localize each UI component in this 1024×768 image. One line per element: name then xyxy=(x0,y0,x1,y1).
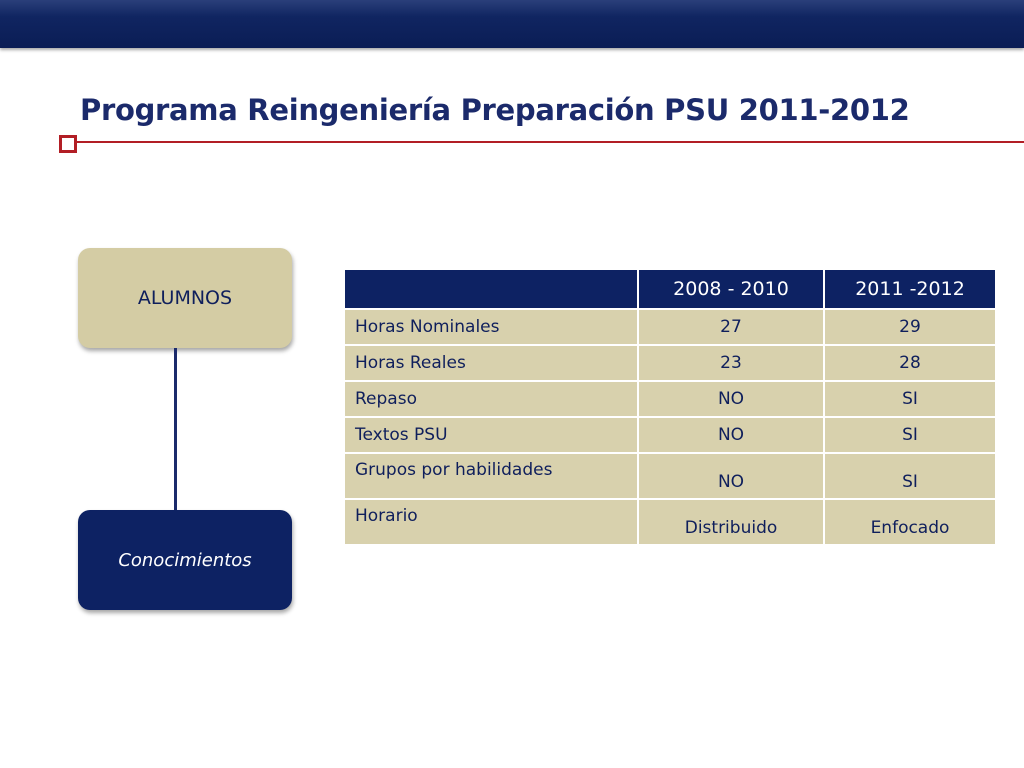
alumnos-box-label: ALUMNOS xyxy=(137,287,233,309)
header-cell-empty xyxy=(344,269,638,309)
cell-2008-2010: 27 xyxy=(638,309,824,345)
title-square-marker xyxy=(59,135,77,153)
table-row xyxy=(344,453,996,499)
alumnos-box xyxy=(78,248,292,348)
row-label: Grupos por habilidades xyxy=(344,453,638,499)
row-label: Horario xyxy=(344,499,638,545)
cell-2008-2010: NO xyxy=(638,381,824,417)
header-cell-2011-2012: 2011 -2012 xyxy=(824,269,996,309)
cell-2008-2010: Distribuido xyxy=(638,499,824,545)
cell-2011-2012: SI xyxy=(824,417,996,453)
table-row xyxy=(344,309,996,345)
cell-2008-2010: 23 xyxy=(638,345,824,381)
header-cell-2008-2010: 2008 - 2010 xyxy=(638,269,824,309)
table-row xyxy=(344,499,996,545)
cell-2011-2012: 28 xyxy=(824,345,996,381)
table-header-row xyxy=(344,269,996,309)
row-label: Horas Reales xyxy=(344,345,638,381)
table-row xyxy=(344,417,996,453)
cell-2008-2010: NO xyxy=(638,417,824,453)
diagram-connector-line xyxy=(174,348,177,510)
cell-2011-2012: SI xyxy=(824,381,996,417)
table-row xyxy=(344,345,996,381)
row-label: Textos PSU xyxy=(344,417,638,453)
row-label: Repaso xyxy=(344,381,638,417)
cell-2011-2012: SI xyxy=(824,453,996,499)
cell-2008-2010: NO xyxy=(638,453,824,499)
title-underline xyxy=(76,141,1024,143)
row-label: Horas Nominales xyxy=(344,309,638,345)
cell-2011-2012: Enfocado xyxy=(824,499,996,545)
cell-2011-2012: 29 xyxy=(824,309,996,345)
slide-title: Programa Reingeniería Preparación PSU 2011-2012 xyxy=(80,93,910,127)
header-bar xyxy=(0,0,1024,48)
conocimientos-box xyxy=(78,510,292,610)
table-row xyxy=(344,381,996,417)
comparison-table xyxy=(343,268,997,546)
conocimientos-box-label: Conocimientos xyxy=(118,549,252,571)
